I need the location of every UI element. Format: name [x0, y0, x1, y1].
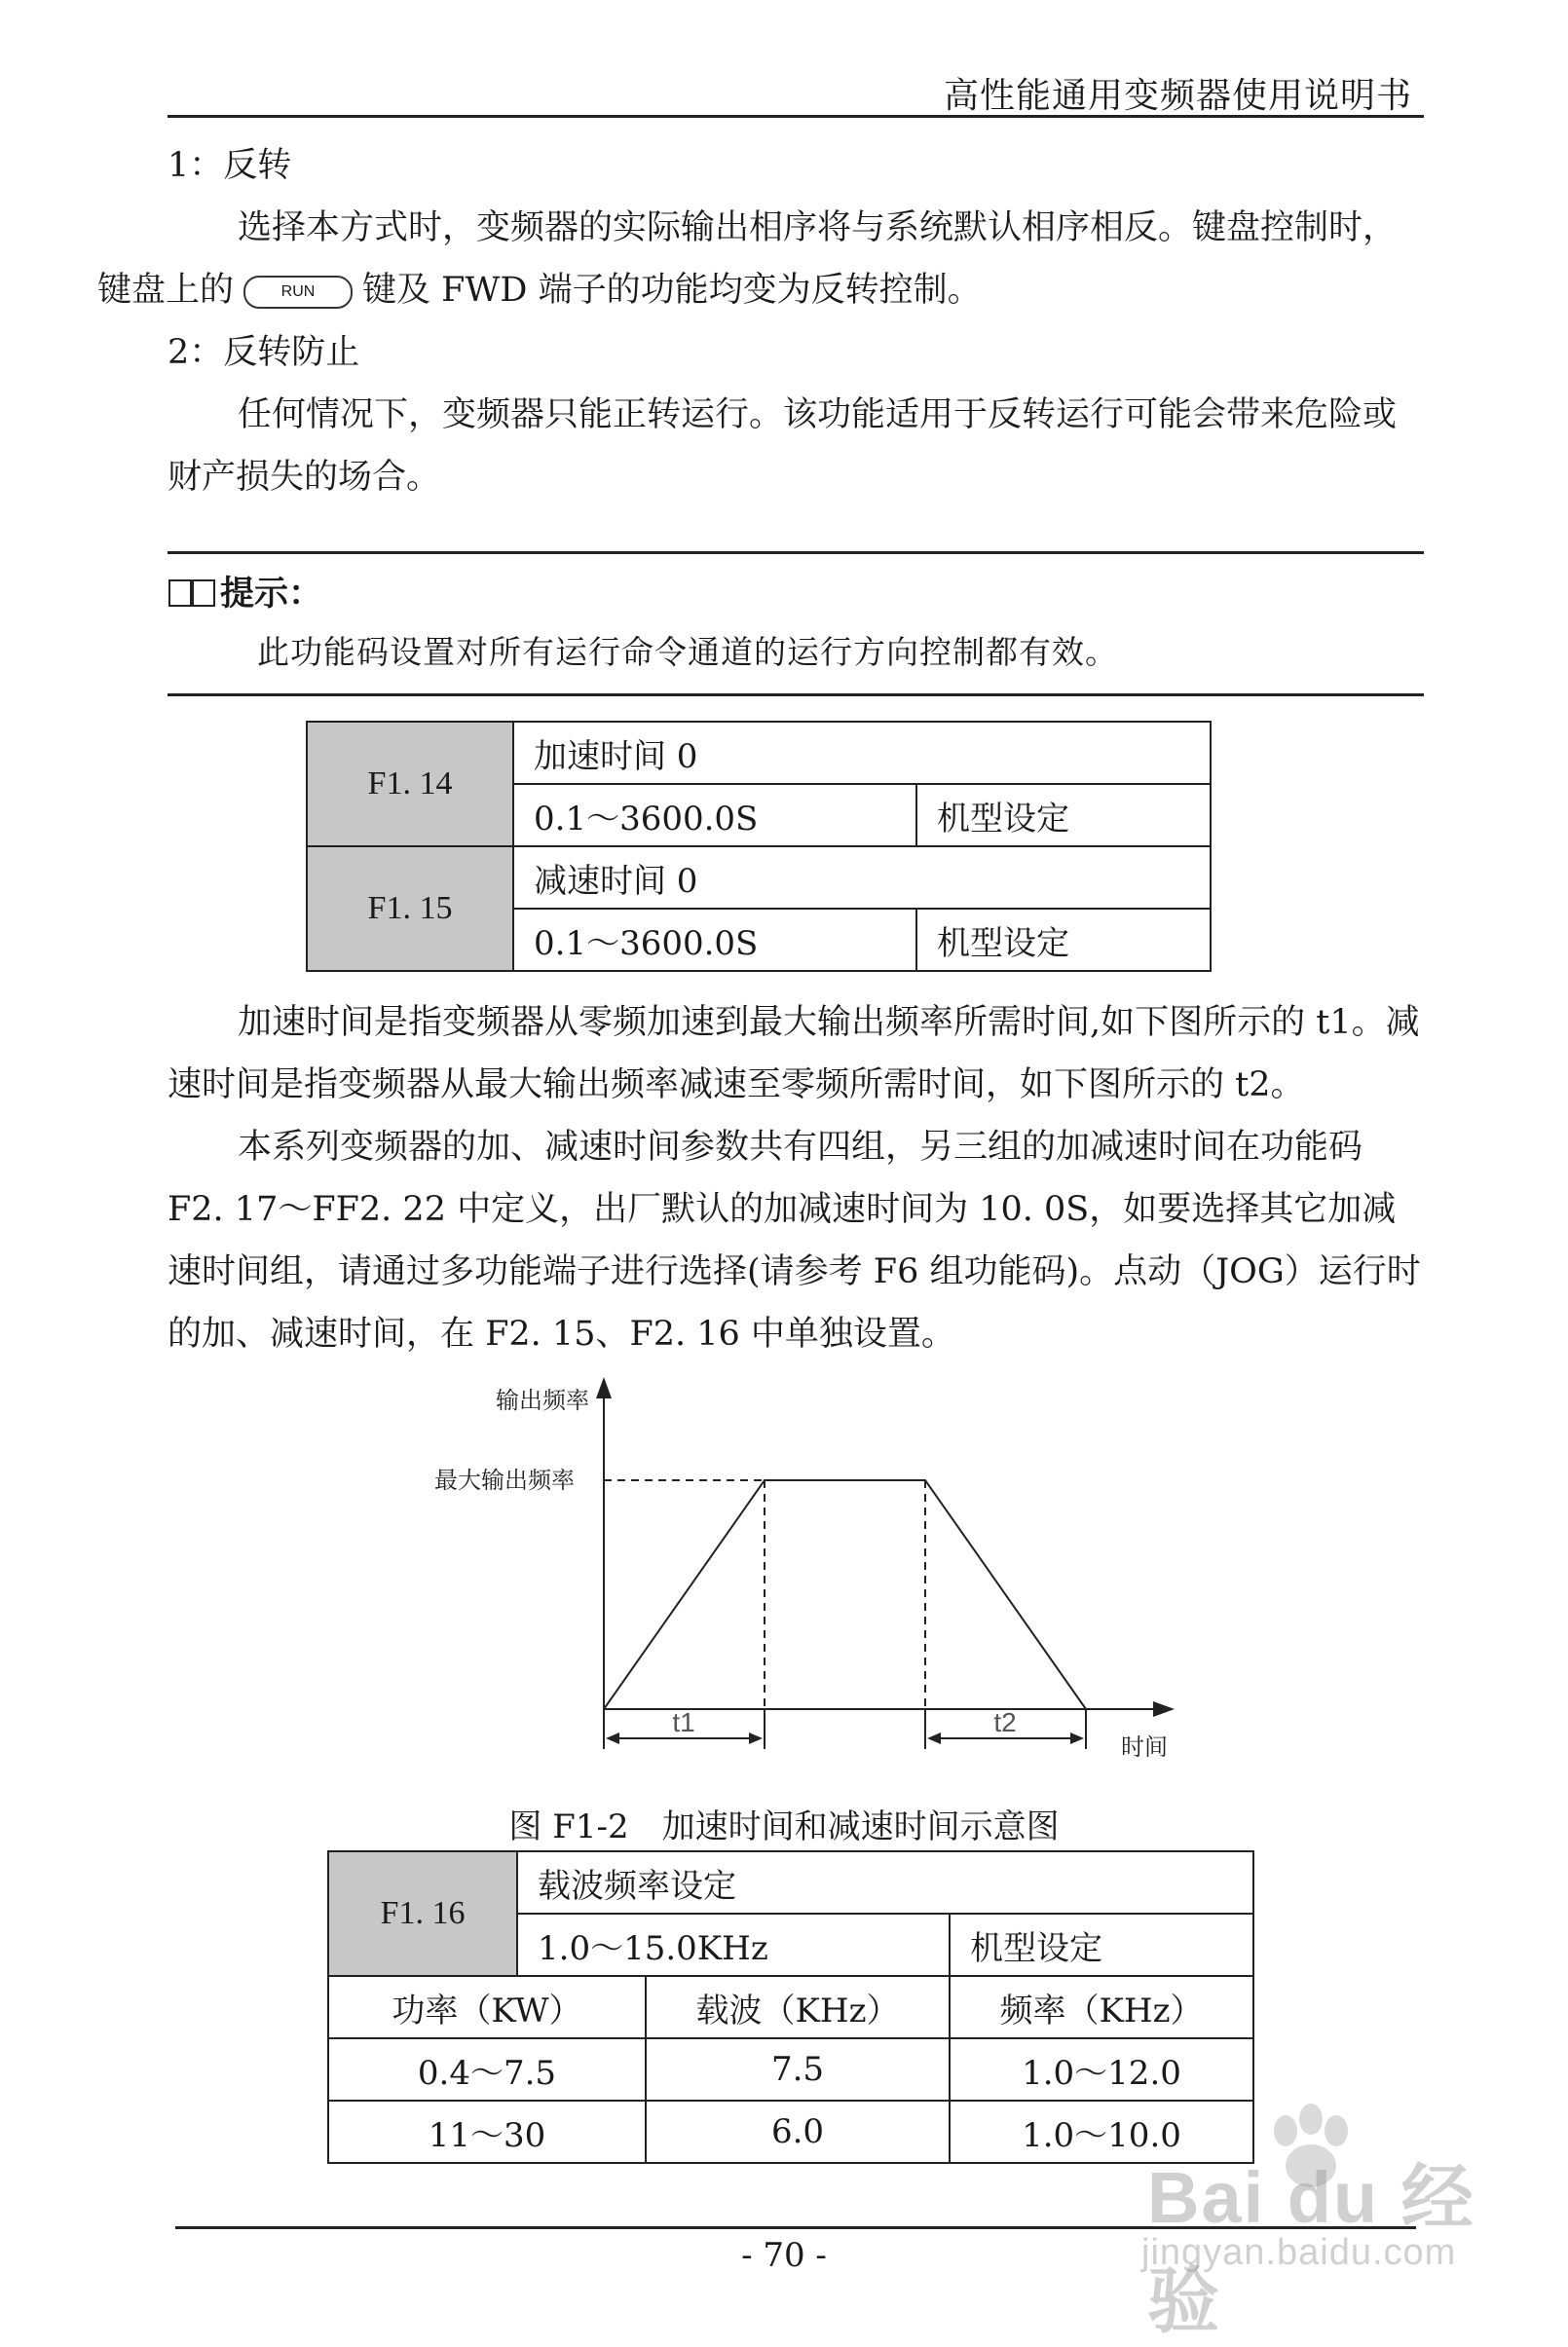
- param-code: F1. 14: [307, 722, 513, 846]
- section1-text-b-post: 键及 FWD 端子的功能均变为反转控制。: [362, 271, 982, 310]
- frequency-curve: [604, 1480, 1086, 1709]
- cell-power: 11～30: [328, 2101, 646, 2163]
- cell-carrier: 6.0: [646, 2101, 950, 2163]
- table-row: [307, 846, 1211, 909]
- section2-paragraph: 任何情况下，变频器只能正转运行。该功能适用于反转运行可能会带来危险或财产损失的场合。: [168, 395, 1398, 497]
- section1-paragraph: [97, 197, 1424, 321]
- baidu-watermark: [1139, 2123, 1549, 2341]
- t2-label: t2: [993, 1707, 1017, 1737]
- page-number: - 70 -: [741, 2236, 827, 2275]
- t1-right-arrow-icon: [749, 1732, 763, 1744]
- param-range: 0.1～3600.0S: [513, 784, 916, 846]
- table-row: [328, 2038, 1253, 2101]
- param-default: 机型设定: [916, 909, 1211, 971]
- table-row: [328, 2101, 1253, 2163]
- tip-heading: [168, 571, 322, 617]
- t2-right-arrow-icon: [1070, 1732, 1084, 1744]
- t1-label: t1: [672, 1707, 695, 1737]
- column-header-power: 功率（KW）: [328, 1976, 646, 2038]
- header-title: 高性能通用变频器使用说明书: [943, 76, 1412, 116]
- x-axis-label: 时间: [1121, 1733, 1168, 1761]
- param-code: F1. 15: [307, 846, 513, 971]
- tip-label: 提示：: [220, 575, 323, 614]
- header-rule: [168, 115, 1424, 118]
- column-header-carrier: 载波（KHz）: [646, 1976, 950, 2038]
- param-default: 机型设定: [916, 784, 1211, 846]
- max-frequency-label: 最大输出频率: [434, 1467, 575, 1494]
- cell-frequency: 1.0～12.0: [950, 2038, 1253, 2101]
- book-icon: [168, 577, 216, 609]
- cell-carrier: 7.5: [646, 2038, 950, 2101]
- run-key-icon: RUN: [243, 276, 353, 309]
- tip-bottom-rule: [168, 693, 1424, 696]
- param-range: 0.1～3600.0S: [513, 909, 916, 971]
- watermark-url: jingyan.baidu.com: [1141, 2232, 1457, 2273]
- body-paragraph-1: 加速时间是指变频器从零频加速到最大输出频率所需时间,如下图所示的 t1。减速时间是指变频器从最大输出频率减速至零频所需时间，如下图所示的 t2。: [168, 1003, 1420, 1104]
- t2-left-arrow-icon: [927, 1732, 941, 1744]
- param-name: 加速时间 0: [513, 722, 1211, 784]
- cell-frequency: 1.0～10.0: [950, 2101, 1253, 2163]
- param-name: 载波频率设定: [517, 1851, 1253, 1914]
- watermark-brand: Bai du 经验: [1147, 2157, 1475, 2341]
- accel-decel-diagram: [390, 1373, 1208, 1782]
- tip-top-rule: [168, 551, 1424, 554]
- section1-text-a: 选择本方式时，变频器的实际输出相序将与系统默认相序相反。键盘控制时，: [238, 208, 1398, 247]
- section2-heading: 2：反转防止: [168, 333, 360, 372]
- param-code: F1. 16: [328, 1851, 517, 1976]
- param-default: 机型设定: [950, 1914, 1253, 1976]
- cell-power: 0.4～7.5: [328, 2038, 646, 2101]
- table-header-row: [328, 1976, 1253, 2038]
- section1-text-b-pre: 键盘上的: [97, 271, 235, 310]
- x-axis-arrow-icon: [1153, 1701, 1175, 1717]
- table-row: [307, 722, 1211, 784]
- y-axis-label: 输出频率: [496, 1387, 589, 1414]
- param-range: 1.0～15.0KHz: [517, 1914, 950, 1976]
- column-header-frequency: 频率（KHz）: [950, 1976, 1253, 2038]
- y-axis-arrow-icon: [596, 1377, 612, 1398]
- param-table-accel-decel: [306, 721, 1212, 972]
- figure-caption: 图 F1-2 加速时间和减速时间示意图: [508, 1807, 1060, 1846]
- param-name: 减速时间 0: [513, 846, 1211, 909]
- tip-text: 此功能码设置对所有运行命令通道的运行方向控制都有效。: [257, 633, 1118, 671]
- t1-left-arrow-icon: [606, 1732, 619, 1744]
- section1-heading: 1：反转: [168, 146, 292, 185]
- table-row: [328, 1851, 1253, 1914]
- body-paragraph-2: 本系列变频器的加、减速时间参数共有四组，另三组的加减速时间在功能码 F2. 17～FF2. 22 中定义，出厂默认的加减速时间为 10. 0S，如要选择其它加减速时间组，请通过多功能端子进行选择(请参考 F6 组功能码)。点动（JOG）运行时的加、减速时间，在 F2. 15、F2. 16 中单独设置。: [168, 1128, 1421, 1354]
- param-table-carrier: [327, 1850, 1254, 2164]
